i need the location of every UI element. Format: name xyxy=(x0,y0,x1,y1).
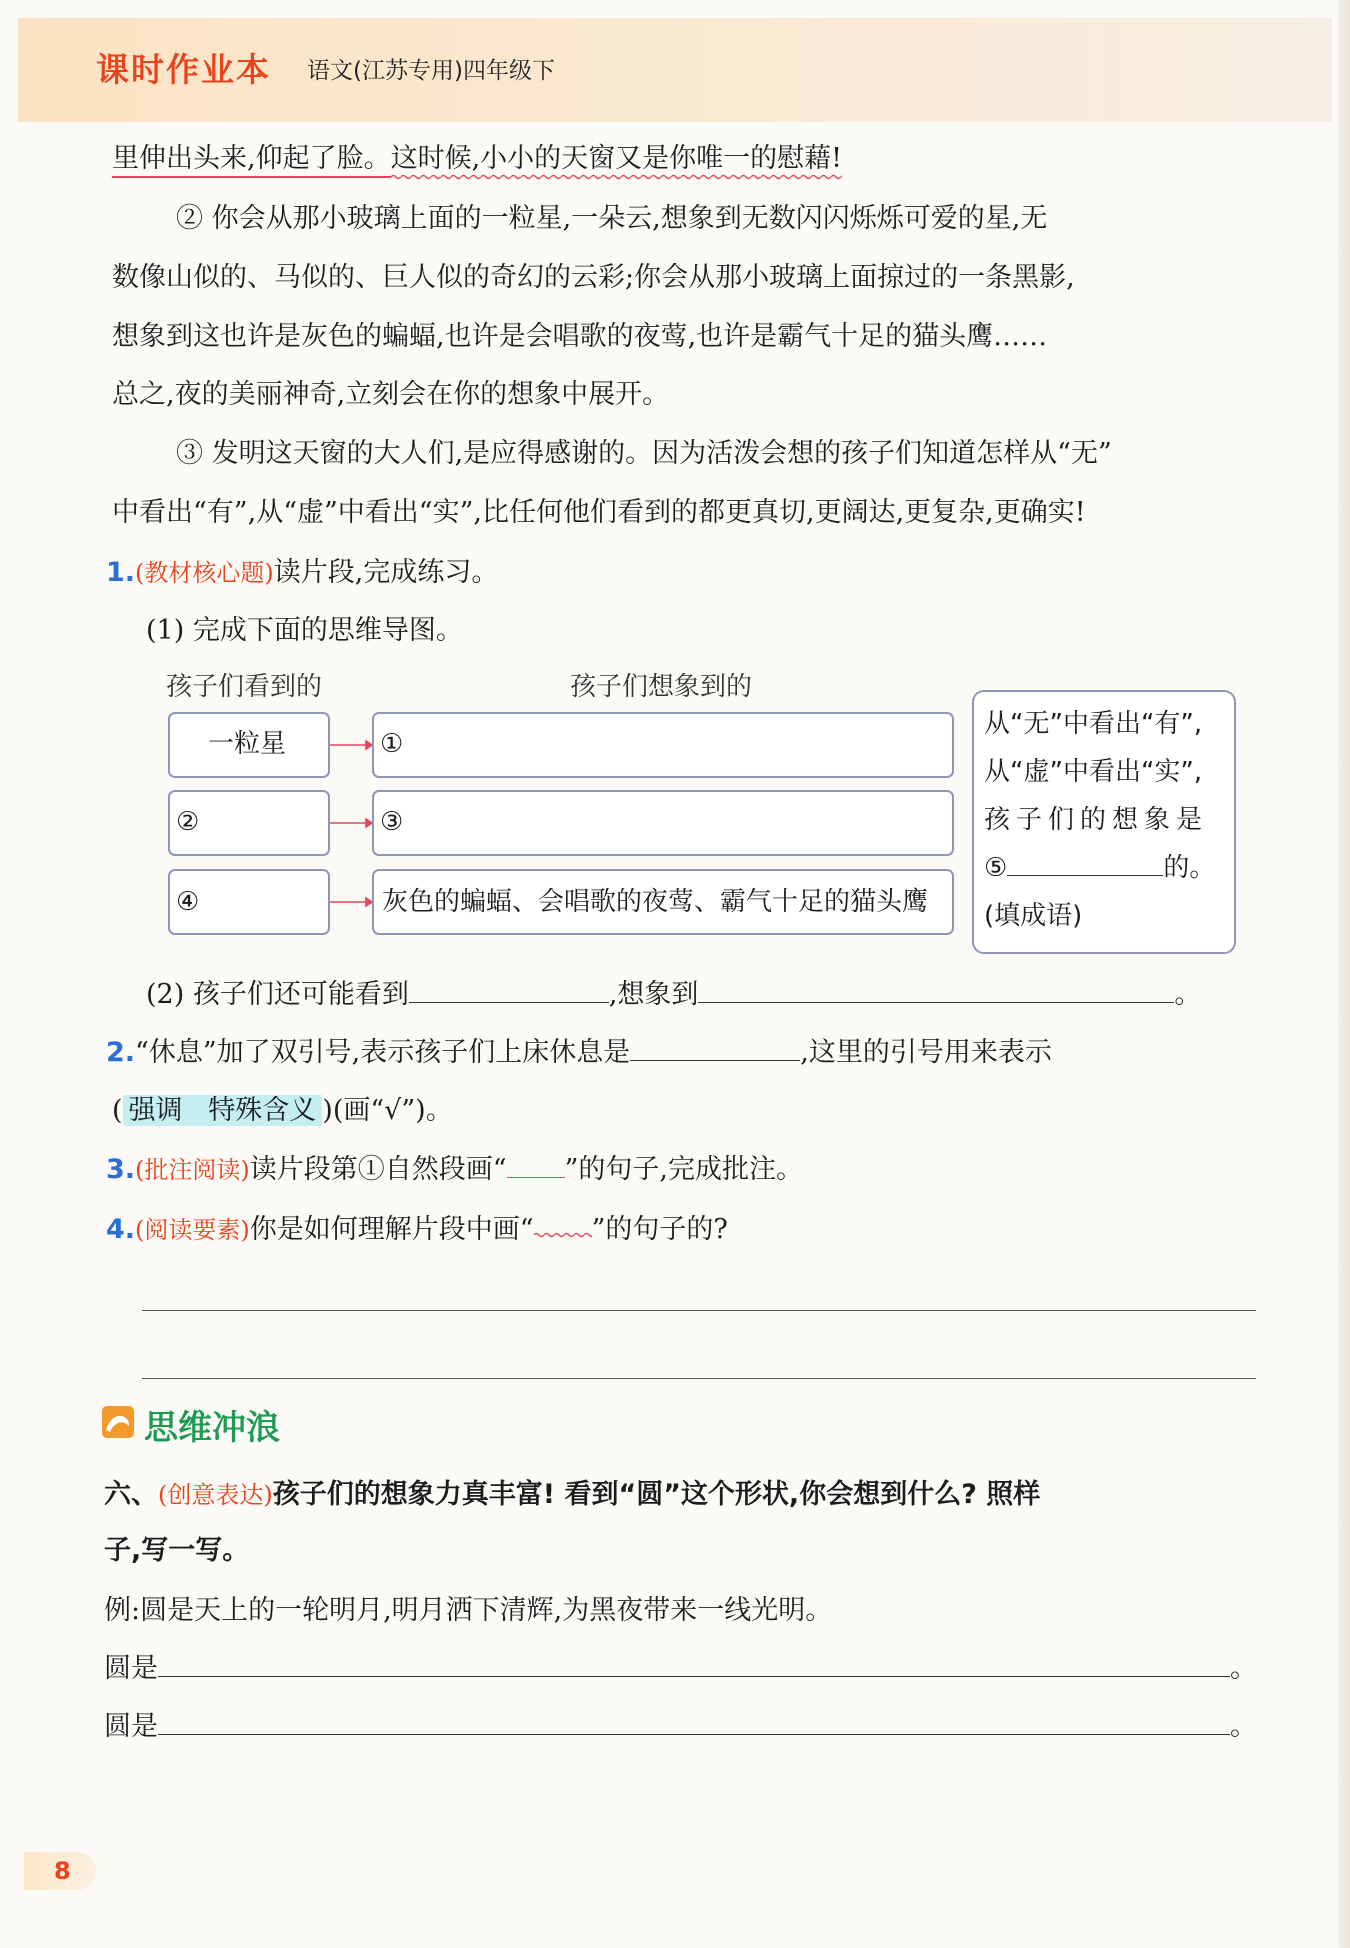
question-tag: (教材核心题) xyxy=(135,559,274,587)
passage-line: 中看出“有”,从“虚”中看出“实”,比任何他们看到的都更真切,更阔达,更复杂,更确实! xyxy=(112,497,1086,528)
paren-open: ( xyxy=(112,1095,123,1126)
question-tag: (阅读要素) xyxy=(135,1216,250,1244)
passage-line-1 xyxy=(112,142,842,176)
map-imagined-box-2 xyxy=(372,790,954,856)
question-2-options xyxy=(112,1094,453,1128)
blank-marker: ⑤ xyxy=(984,853,1008,883)
sub2-end: 。 xyxy=(1174,979,1202,1010)
question-text: 读片段第①自然段画“ xyxy=(249,1154,507,1185)
conclusion-suffix: 的。 xyxy=(1163,853,1216,883)
map-imagined-1: ① xyxy=(380,729,404,759)
map-imagined-2: ③ xyxy=(380,807,404,837)
writing-line-2 xyxy=(104,1710,1257,1744)
passage-line: ② 你会从那小玻璃上面的一粒星,一朵云,想象到无数闪闪烁烁可爱的星,无 xyxy=(176,203,1048,234)
conclusion-line: 从“无”中看出“有”, xyxy=(984,709,1203,739)
underline-sample xyxy=(507,1177,565,1178)
question-text: ,这里的引号用来表示 xyxy=(800,1037,1052,1068)
question-3 xyxy=(106,1153,803,1187)
passage-line: 想象到这也许是灰色的蝙蝠,也许是会唱歌的夜莺,也许是霸气十足的猫头鹰…… xyxy=(112,321,1048,352)
option-choices[interactable]: 强调 特殊含义 xyxy=(123,1095,323,1126)
answer-blank[interactable] xyxy=(158,1734,1230,1735)
wave-icon xyxy=(102,1406,134,1438)
answer-blank[interactable] xyxy=(1007,875,1163,876)
book-title: 课时作业本 xyxy=(96,50,271,89)
question-number: 3. xyxy=(106,1154,136,1185)
passage-line: 总之,夜的美丽神奇,立刻会在你的想象中展开。 xyxy=(112,379,670,410)
map-seen-1: 一粒星 xyxy=(208,729,287,759)
line-prefix: 圆是 xyxy=(104,1711,158,1742)
map-imagined-box-1 xyxy=(372,712,954,778)
subquestion-2 xyxy=(146,978,1201,1012)
page-edge xyxy=(1338,0,1350,1948)
question-number: 4. xyxy=(106,1214,136,1245)
question-tag: (创意表达) xyxy=(158,1481,273,1509)
map-arrows xyxy=(330,720,372,930)
book-subtitle: 语文(江苏专用)四年级下 xyxy=(307,58,555,84)
wavy-underlined-sentence: 这时候,小小的天窗又是你唯一的慰藉! xyxy=(391,143,842,180)
question-text: ”的句子的? xyxy=(591,1214,728,1245)
question-number: 六、 xyxy=(104,1479,158,1510)
page-number: 8 xyxy=(24,1852,96,1890)
answer-blank[interactable] xyxy=(158,1676,1230,1677)
paren-close: )(画“√”)。 xyxy=(322,1095,453,1126)
question-1 xyxy=(106,556,498,590)
section-title: 思维冲浪 xyxy=(144,1408,280,1448)
line-end: 。 xyxy=(1230,1653,1257,1684)
writing-line-1 xyxy=(104,1652,1257,1686)
answer-line[interactable] xyxy=(142,1310,1256,1311)
answer-line[interactable] xyxy=(142,1378,1256,1379)
underlined-sentence-end: 里伸出头来,仰起了脸。 xyxy=(112,143,391,178)
conclusion-hint: (填成语) xyxy=(984,901,1083,931)
question-text: ”的句子,完成批注。 xyxy=(564,1154,803,1185)
answer-blank[interactable] xyxy=(698,1002,1174,1003)
map-seen-3: ④ xyxy=(176,887,200,917)
line-prefix: 圆是 xyxy=(104,1653,158,1684)
question-4 xyxy=(106,1212,728,1247)
sub2-text-b: ,想象到 xyxy=(608,979,699,1010)
map-seen-2: ② xyxy=(176,807,200,837)
example-sentence: 例:圆是天上的一轮明月,明月洒下清辉,为黑夜带来一线光明。 xyxy=(104,1595,833,1626)
map-left-header: 孩子们看到的 xyxy=(166,672,323,702)
question-text: 你是如何理解片段中画“ xyxy=(249,1214,534,1245)
subquestion-1: (1) 完成下面的思维导图。 xyxy=(146,615,463,646)
question-text: 读片段,完成练习。 xyxy=(273,557,499,588)
question-2 xyxy=(106,1036,1052,1070)
line-end: 。 xyxy=(1230,1711,1257,1742)
passage-line: ③ 发明这天窗的大人们,是应得感谢的。因为活泼会想的孩子们知道怎样从“无” xyxy=(176,438,1112,469)
sub2-text-a: (2) 孩子们还可能看到 xyxy=(146,979,409,1010)
question-text: “休息”加了双引号,表示孩子们上床休息是 xyxy=(135,1037,631,1068)
map-mid-header: 孩子们想象到的 xyxy=(570,672,753,702)
conclusion-blank-line xyxy=(984,852,1215,884)
conclusion-line: 孩子们的想象是 xyxy=(984,805,1209,835)
question-number: 1. xyxy=(106,557,136,588)
conclusion-line: 从“虚”中看出“实”, xyxy=(984,757,1203,787)
wavy-underline-sample xyxy=(534,1212,592,1238)
question-number: 2. xyxy=(106,1037,136,1068)
map-imagined-3: 灰色的蝙蝠、会唱歌的夜莺、霸气十足的猫头鹰 xyxy=(382,887,929,917)
question-tag: (批注阅读) xyxy=(135,1156,250,1184)
question-text: 孩子们的想象力真丰富! 看到“圆”这个形状,你会想到什么? 照样 xyxy=(272,1479,1041,1510)
answer-blank[interactable] xyxy=(409,1002,609,1003)
passage-line: 数像山似的、马似的、巨人似的奇幻的云彩;你会从那小玻璃上面掠过的一条黑影, xyxy=(112,262,1075,293)
question-6 xyxy=(104,1478,1040,1512)
answer-blank[interactable] xyxy=(630,1060,800,1061)
question-6-cont: 子,写一写。 xyxy=(104,1535,250,1566)
